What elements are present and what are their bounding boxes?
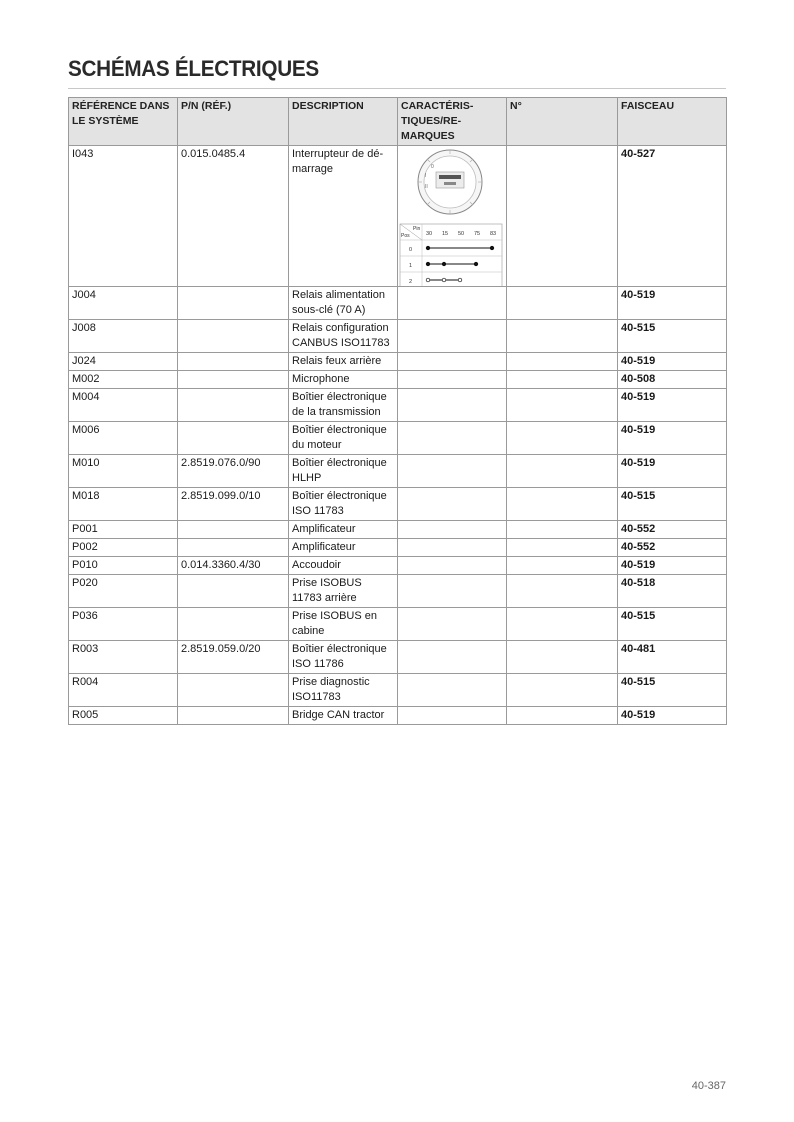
header-characteristics-line-3: MARQUES — [401, 130, 455, 142]
cell-part-number — [178, 521, 289, 539]
cell-number — [507, 455, 618, 488]
cell-reference: R005 — [69, 707, 178, 725]
cell-number — [507, 557, 618, 575]
cell-characteristics — [398, 521, 507, 539]
cell-number — [507, 389, 618, 422]
switch-label-plate — [439, 175, 461, 179]
table-row — [69, 389, 727, 422]
header-system-reference-line-2: LE SYSTÈME — [72, 115, 139, 127]
cell-harness: 40-519 — [618, 287, 727, 320]
table-row — [69, 608, 727, 641]
cell-part-number — [178, 371, 289, 389]
header-part-number: P/N (RÉF.) — [178, 98, 289, 146]
cell-harness: 40-515 — [618, 608, 727, 641]
truth-table-contact-dot — [474, 262, 478, 266]
table-row — [69, 707, 727, 725]
ignition-switch-diagram — [398, 146, 506, 286]
cell-reference: M002 — [69, 371, 178, 389]
cell-description: Boîtier électronique ISO 11786 — [289, 641, 398, 674]
cell-description: Boîtier électronique du moteur — [289, 422, 398, 455]
truth-table-contact-dot — [458, 278, 462, 282]
table-row — [69, 641, 727, 674]
truth-table-contact-dot — [442, 278, 446, 282]
truth-table-contact-dot — [426, 278, 430, 282]
cell-reference: M018 — [69, 488, 178, 521]
cell-characteristics — [398, 353, 507, 371]
truth-table-contact-dot — [426, 246, 430, 250]
cell-description: Boîtier électronique de la transmission — [289, 389, 398, 422]
cell-reference: R003 — [69, 641, 178, 674]
switch-position-label-2: II — [425, 184, 428, 190]
truth-table-position-0: 0 — [409, 247, 413, 253]
cell-characteristics — [398, 557, 507, 575]
cell-number — [507, 575, 618, 608]
cell-description: Prise diagnostic ISO11783 — [289, 674, 398, 707]
parts-table — [68, 97, 727, 725]
switch-position-label-0: 0 — [431, 164, 434, 170]
table-body — [69, 146, 727, 725]
cell-reference: P002 — [69, 539, 178, 557]
cell-number — [507, 287, 618, 320]
table-row — [69, 320, 727, 353]
cell-harness: 40-519 — [618, 389, 727, 422]
truth-table-pin-30: 30 — [426, 231, 433, 237]
cell-characteristics — [398, 575, 507, 608]
cell-characteristics — [398, 608, 507, 641]
cell-reference: M004 — [69, 389, 178, 422]
cell-characteristics — [398, 674, 507, 707]
cell-description: Interrupteur de dé-marrage — [289, 146, 398, 287]
header-system-reference — [69, 98, 178, 146]
cell-reference: J008 — [69, 320, 178, 353]
cell-reference: M010 — [69, 455, 178, 488]
cell-harness: 40-481 — [618, 641, 727, 674]
cell-number — [507, 707, 618, 725]
cell-harness: 40-519 — [618, 557, 727, 575]
switch-truth-table — [400, 224, 502, 286]
cell-characteristics — [398, 146, 507, 287]
cell-description: Prise ISOBUS 11783 arrière — [289, 575, 398, 608]
cell-description: Amplificateur — [289, 521, 398, 539]
cell-characteristics — [398, 422, 507, 455]
cell-characteristics — [398, 539, 507, 557]
cell-part-number — [178, 320, 289, 353]
cell-number — [507, 353, 618, 371]
title-divider — [68, 88, 726, 89]
truth-table-frame — [400, 224, 502, 286]
truth-table-contact-dot — [490, 246, 494, 250]
truth-table-contact-dot — [442, 262, 446, 266]
cell-part-number: 2.8519.076.0/90 — [178, 455, 289, 488]
cell-reference: P036 — [69, 608, 178, 641]
cell-harness: 40-519 — [618, 455, 727, 488]
cell-harness: 40-552 — [618, 539, 727, 557]
table-row — [69, 422, 727, 455]
cell-part-number: 0.014.3360.4/30 — [178, 557, 289, 575]
header-description: DESCRIPTION — [289, 98, 398, 146]
truth-table-pin-83: 83 — [490, 231, 497, 237]
cell-part-number — [178, 608, 289, 641]
switch-key-slot — [436, 172, 464, 188]
cell-part-number — [178, 707, 289, 725]
cell-harness: 40-508 — [618, 371, 727, 389]
cell-number — [507, 320, 618, 353]
cell-characteristics — [398, 488, 507, 521]
cell-characteristics — [398, 320, 507, 353]
cell-harness: 40-515 — [618, 320, 727, 353]
cell-description: Relais feux arrière — [289, 353, 398, 371]
cell-characteristics — [398, 371, 507, 389]
cell-description: Accoudoir — [289, 557, 398, 575]
cell-characteristics — [398, 641, 507, 674]
cell-harness: 40-519 — [618, 422, 727, 455]
cell-description: Prise ISOBUS en cabine — [289, 608, 398, 641]
table-row — [69, 539, 727, 557]
cell-reference: P001 — [69, 521, 178, 539]
cell-number — [507, 521, 618, 539]
table-row — [69, 371, 727, 389]
cell-harness: 40-515 — [618, 488, 727, 521]
switch-position-label-1: I — [425, 173, 427, 179]
header-system-reference-line-1: RÉFÉRENCE DANS — [72, 100, 170, 112]
cell-part-number — [178, 422, 289, 455]
truth-table-pin-50: 50 — [458, 231, 465, 237]
cell-number — [507, 488, 618, 521]
cell-part-number — [178, 389, 289, 422]
cell-harness: 40-519 — [618, 353, 727, 371]
cell-number — [507, 146, 618, 287]
table-row — [69, 488, 727, 521]
truth-table-pin-75: 75 — [474, 231, 481, 237]
cell-description: Relais alimentation sous-clé (70 A) — [289, 287, 398, 320]
cell-number — [507, 371, 618, 389]
header-harness: FAISCEAU — [618, 98, 727, 146]
table-row — [69, 674, 727, 707]
truth-table-pos-label: Pos — [401, 233, 410, 239]
cell-characteristics — [398, 455, 507, 488]
header-characteristics — [398, 98, 507, 146]
table-row — [69, 455, 727, 488]
cell-harness: 40-519 — [618, 707, 727, 725]
cell-number — [507, 539, 618, 557]
cell-part-number — [178, 539, 289, 557]
header-characteristics-line-1: CARACTÉRIS- — [401, 100, 474, 112]
cell-number — [507, 422, 618, 455]
table-row — [69, 287, 727, 320]
truth-table-pin-label: Pin — [413, 226, 421, 232]
cell-reference: R004 — [69, 674, 178, 707]
cell-harness: 40-552 — [618, 521, 727, 539]
cell-part-number: 2.8519.099.0/10 — [178, 488, 289, 521]
table-header-row — [69, 98, 727, 146]
cell-part-number: 0.015.0485.4 — [178, 146, 289, 287]
truth-table-position-1: 1 — [409, 263, 413, 269]
page-number: 40-387 — [691, 1080, 726, 1092]
cell-part-number — [178, 674, 289, 707]
cell-reference: J004 — [69, 287, 178, 320]
cell-characteristics — [398, 707, 507, 725]
cell-characteristics — [398, 287, 507, 320]
cell-description: Boîtier électronique HLHP — [289, 455, 398, 488]
cell-reference: I043 — [69, 146, 178, 287]
cell-number — [507, 641, 618, 674]
cell-reference: P020 — [69, 575, 178, 608]
cell-number — [507, 674, 618, 707]
cell-part-number — [178, 287, 289, 320]
table-row — [69, 521, 727, 539]
cell-description: Bridge CAN tractor — [289, 707, 398, 725]
cell-reference: M006 — [69, 422, 178, 455]
page-title: SCHÉMAS ÉLECTRIQUES — [68, 56, 319, 81]
table-row — [69, 353, 727, 371]
truth-table-position-2: 2 — [409, 279, 413, 285]
cell-description: Amplificateur — [289, 539, 398, 557]
ignition-switch-svg — [398, 146, 506, 286]
cell-reference: J024 — [69, 353, 178, 371]
cell-description: Relais configuration CANBUS ISO11783 — [289, 320, 398, 353]
cell-part-number — [178, 353, 289, 371]
cell-number — [507, 608, 618, 641]
truth-table-pin-15: 15 — [442, 231, 449, 237]
header-characteristics-line-2: TIQUES/RE- — [401, 115, 462, 127]
switch-key-marker — [444, 182, 456, 185]
cell-characteristics — [398, 389, 507, 422]
header-number: N° — [507, 98, 618, 146]
table-row — [69, 146, 727, 287]
cell-reference: P010 — [69, 557, 178, 575]
cell-description: Microphone — [289, 371, 398, 389]
cell-description: Boîtier électronique ISO 11783 — [289, 488, 398, 521]
table-row — [69, 575, 727, 608]
cell-part-number — [178, 575, 289, 608]
truth-table-contact-dot — [426, 262, 430, 266]
cell-harness: 40-515 — [618, 674, 727, 707]
cell-part-number: 2.8519.059.0/20 — [178, 641, 289, 674]
cell-harness: 40-518 — [618, 575, 727, 608]
cell-harness: 40-527 — [618, 146, 727, 287]
table-row — [69, 557, 727, 575]
